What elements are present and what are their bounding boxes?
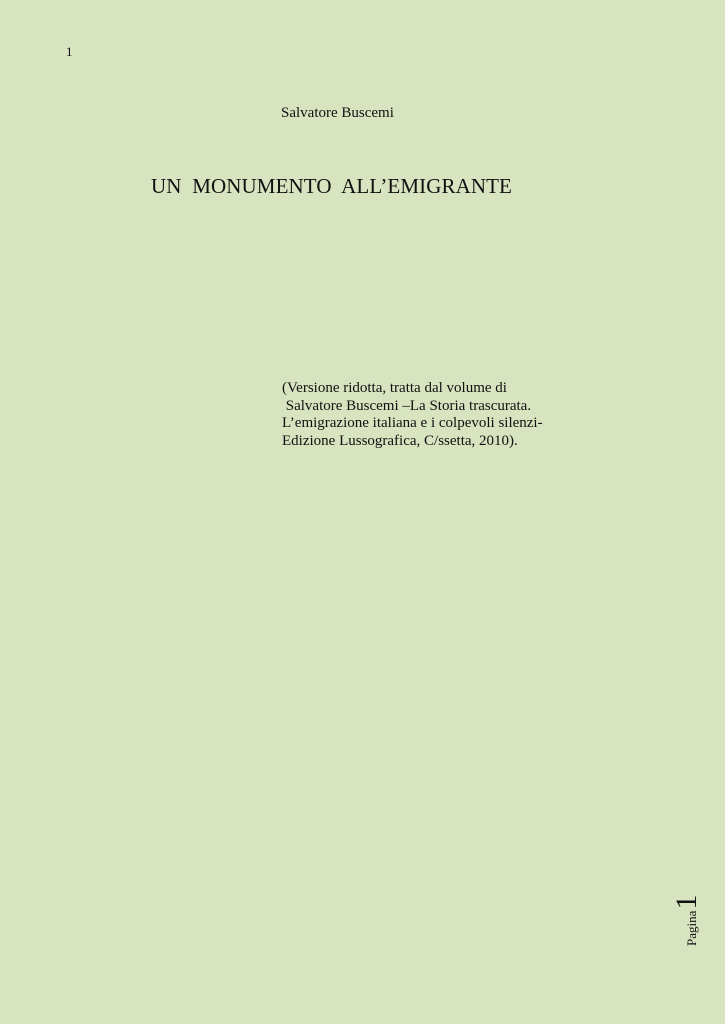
author-name: Salvatore Buscemi	[281, 105, 394, 121]
edition-note	[282, 380, 543, 450]
footer-page-number: 1	[670, 894, 703, 910]
footer-page-label: Pagina	[684, 910, 699, 946]
rotated-page-marker	[672, 895, 702, 946]
edition-note-line: Salvatore Buscemi –La Storia trascurata.	[282, 397, 532, 414]
edition-note-line: L’emigrazione italiana e i colpevoli silenzi-	[282, 415, 543, 431]
edition-note-line: (Versione ridotta, tratta dal volume di	[282, 380, 507, 396]
page-footer	[672, 874, 710, 946]
edition-note-line: Edizione Lussografica, C/ssetta, 2010).	[282, 432, 518, 449]
page-number-top: 1	[66, 44, 73, 59]
document-title: UN MONUMENTO ALL’EMIGRANTE	[151, 174, 512, 198]
